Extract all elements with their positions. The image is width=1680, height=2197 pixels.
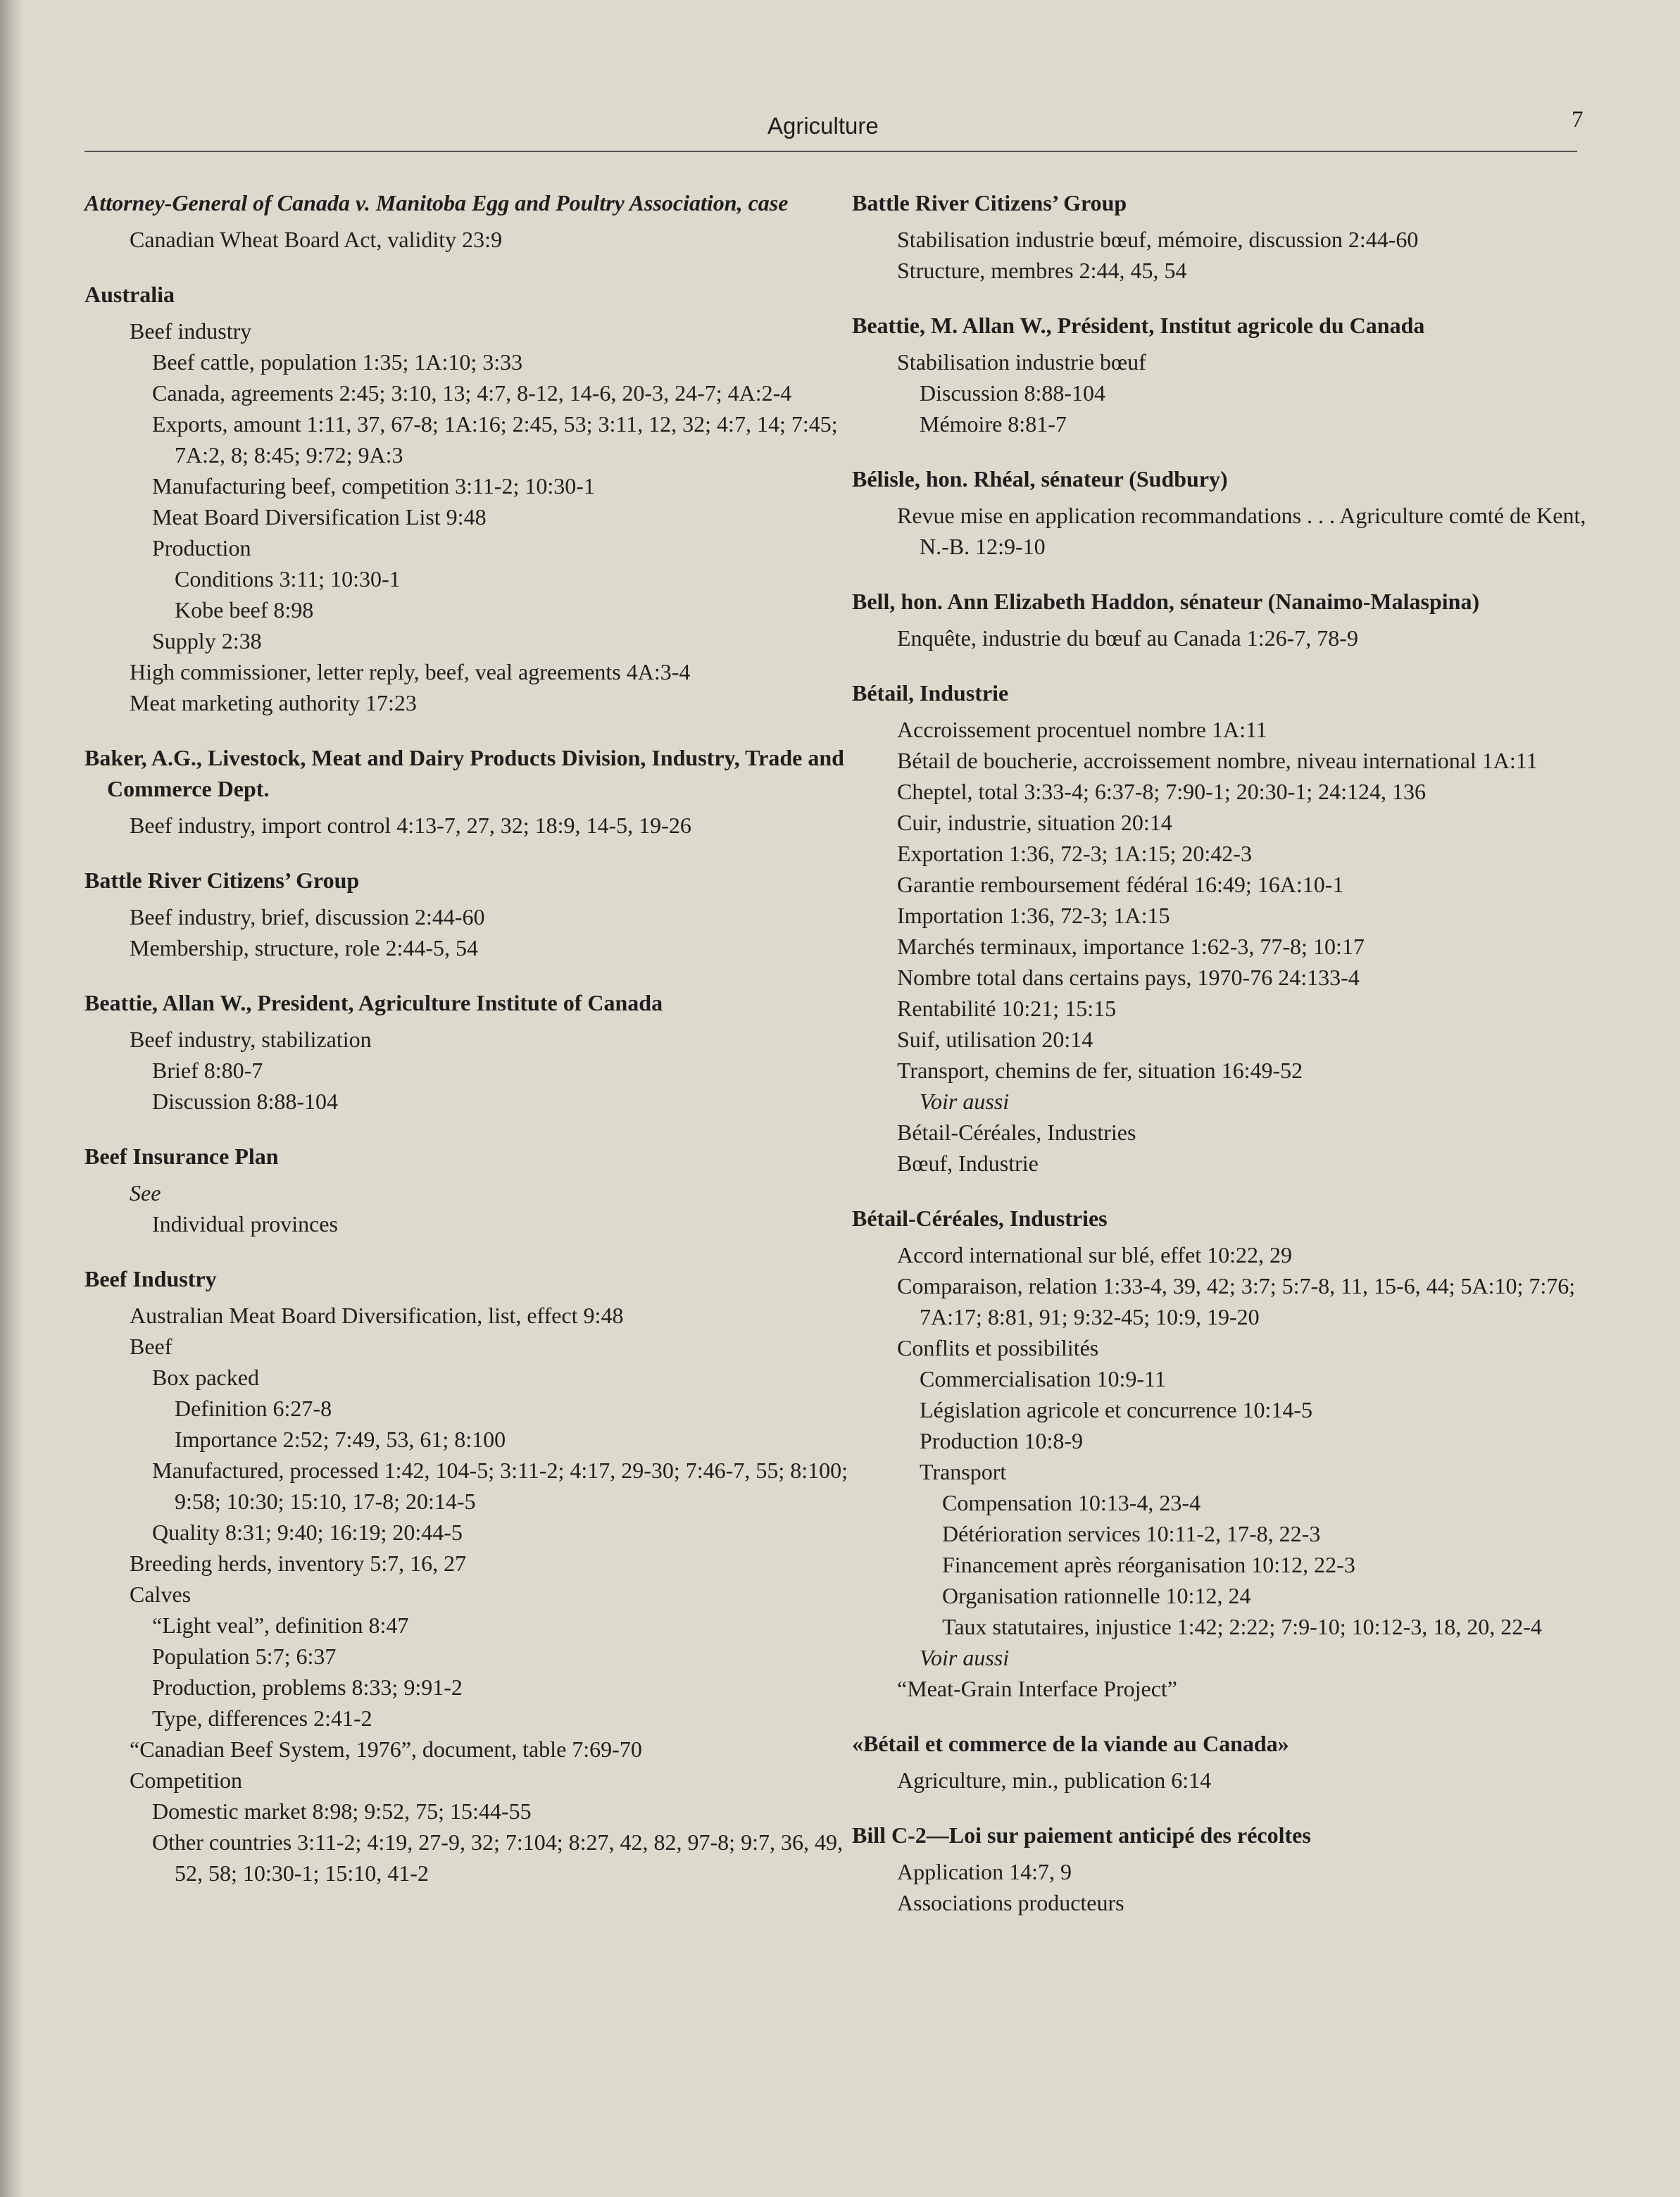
running-header-title: Agriculture [767,113,879,139]
index-entry [84,1141,852,1239]
subentry: Box packed [152,1365,259,1390]
subentry: Agriculture, min., publication 6:14 [897,1767,1212,1793]
subentry: Beef industry, stabilization [130,1027,372,1052]
subentry: Production [152,535,251,561]
subentry: Supply 2:38 [152,628,262,653]
index-entry [852,586,1612,653]
subentry: Meat Board Diversification List 9:48 [152,504,487,530]
subentry: Canadian Wheat Board Act, validity 23:9 [130,227,503,252]
index-entry [852,1820,1612,1918]
subentry: Bétail-Céréales, Industries [897,1120,1136,1145]
subentry: Australian Meat Board Diversification, list, effect 9:48 [130,1303,624,1328]
subentry: Exportation 1:36, 72-3; 1A:15; 20:42-3 [897,841,1252,866]
cross-reference-label: Voir aussi [920,1089,1010,1114]
subentry: Quality 8:31; 9:40; 16:19; 20:44-5 [152,1520,463,1545]
subentry: Comparaison, relation 1:33-4, 39, 42; 3:7; 5:7-8, 11, 15-6, 44; 5A:10; 7:76; 7A:17; 8:81, 91; 9:32-45; 10:9, 19-20 [897,1273,1576,1329]
page-number: 7 [1572,107,1584,132]
subentry: Other countries 3:11-2; 4:19, 27-9, 32; 7:104; 8:27, 42, 82, 97-8; 9:7, 36, 49, 52, 58; 10:30-1; 15:10, 41-2 [152,1829,843,1886]
binding-shadow [0,0,24,2197]
subentry: Transport, chemins de fer, situation 16:49-52 [897,1058,1303,1083]
subentry: Discussion 8:88-104 [152,1089,338,1114]
index-entry [852,677,1612,1179]
entry-heading: Beef Industry [84,1266,217,1291]
subentry: Manufactured, processed 1:42, 104-5; 3:11-2; 4:17, 29-30; 7:46-7, 55; 8:100; 9:58; 10:30; 15:10, 17-8; 20:14-5 [152,1458,848,1514]
entry-heading: Beattie, M. Allan W., Président, Institut agricole du Canada [852,313,1425,338]
subentry: Détérioration services 10:11-2, 17-8, 22-3 [942,1521,1321,1546]
entry-heading: Baker, A.G., Livestock, Meat and Dairy Products Division, Industry, Trade and Commerce Dept. [84,745,844,801]
subentry: Garantie remboursement fédéral 16:49; 16A:10-1 [897,872,1344,897]
left-column [84,187,852,1913]
subentry: Discussion 8:88-104 [920,380,1105,406]
subentry: Bœuf, Industrie [897,1151,1039,1176]
index-entry [852,310,1612,439]
subentry: Importation 1:36, 72-3; 1A:15 [897,903,1170,928]
subentry: Marchés terminaux, importance 1:62-3, 77-8; 10:17 [897,934,1365,959]
subentry: High commissioner, letter reply, beef, veal agreements 4A:3-4 [130,659,691,684]
subentry: Commercialisation 10:9-11 [920,1366,1166,1391]
index-entry [852,1728,1612,1796]
subentry: Taux statutaires, injustice 1:42; 2:22; 7:9-10; 10:12-3, 18, 20, 22-4 [942,1614,1542,1639]
header-rule [84,151,1577,152]
index-entry [84,987,852,1117]
index-entry [84,865,852,963]
index-entry [84,742,852,841]
subentry: Population 5:7; 6:37 [152,1644,337,1669]
index-entry [852,1203,1612,1704]
subentry: Conditions 3:11; 10:30-1 [175,566,401,592]
entry-heading: «Bétail et commerce de la viande au Canada» [852,1731,1289,1756]
subentry: Importance 2:52; 7:49, 53, 61; 8:100 [175,1427,506,1452]
subentry: Domestic market 8:98; 9:52, 75; 15:44-55 [152,1798,532,1824]
subentry: Production 10:8-9 [920,1428,1083,1453]
subentry: Nombre total dans certains pays, 1970-76 24:133-4 [897,965,1360,990]
subentry: Manufacturing beef, competition 3:11-2; 10:30-1 [152,473,595,499]
subentry: Type, differences 2:41-2 [152,1705,372,1731]
subentry: “Light veal”, definition 8:47 [152,1613,409,1638]
subentry: Associations producteurs [897,1890,1124,1915]
index-entry [852,187,1612,286]
subentry: Canada, agreements 2:45; 3:10, 13; 4:7, 8-12, 14-6, 20-3, 24-7; 4A:2-4 [152,380,792,406]
subentry: Brief 8:80-7 [152,1058,263,1083]
subentry: Beef industry, import control 4:13-7, 27, 32; 18:9, 14-5, 19-26 [130,813,691,838]
entry-heading: Australia [84,282,175,307]
subentry: Suif, utilisation 20:14 [897,1027,1093,1052]
entry-heading: Bélisle, hon. Rhéal, sénateur (Sudbury) [852,466,1228,492]
subentry: Enquête, industrie du bœuf au Canada 1:26-7, 78-9 [897,625,1358,651]
entry-heading: Bétail-Céréales, Industries [852,1206,1108,1231]
subentry: “Meat-Grain Interface Project” [897,1676,1177,1701]
cross-reference-label: See [130,1180,161,1206]
subentry: Application 14:7, 9 [897,1859,1072,1884]
subentry: Organisation rationnelle 10:12, 24 [942,1583,1251,1608]
subentry: Cuir, industrie, situation 20:14 [897,810,1172,835]
subentry: Rentabilité 10:21; 15:15 [897,996,1117,1021]
subentry: Beef cattle, population 1:35; 1A:10; 3:33 [152,349,523,375]
subentry: Production, problems 8:33; 9:91-2 [152,1675,463,1700]
subentry: Individual provinces [152,1211,338,1237]
subentry: Accroissement procentuel nombre 1A:11 [897,717,1267,742]
entry-heading: Bétail, Industrie [852,680,1009,706]
index-entry [84,1263,852,1889]
subentry: Breeding herds, inventory 5:7, 16, 27 [130,1551,467,1576]
subentry: Revue mise en application recommandations . . . Agriculture comté de Kent, N.-B. 12:9-10 [897,503,1586,559]
subentry: Compensation 10:13-4, 23-4 [942,1490,1201,1515]
index-entry [84,187,852,255]
subentry: Membership, structure, role 2:44-5, 54 [130,935,478,960]
right-column [852,187,1612,1942]
subentry: Calves [130,1582,192,1607]
entry-heading: Battle River Citizens’ Group [852,190,1127,215]
subentry: Stabilisation industrie bœuf [897,349,1146,375]
subentry: Stabilisation industrie bœuf, mémoire, discussion 2:44-60 [897,227,1419,252]
subentry: Definition 6:27-8 [175,1396,332,1421]
subentry: Beef industry, brief, discussion 2:44-60 [130,904,485,930]
index-entry [852,463,1612,562]
subentry: Structure, membres 2:44, 45, 54 [897,258,1187,283]
index-entry [84,279,852,718]
entry-heading: Beattie, Allan W., President, Agriculture Institute of Canada [84,990,663,1015]
subentry: Beef [130,1334,173,1359]
subentry: Meat marketing authority 17:23 [130,690,417,715]
subentry: Mémoire 8:81-7 [920,411,1067,437]
subentry: Exports, amount 1:11, 37, 67-8; 1A:16; 2:45, 53; 3:11, 12, 32; 4:7, 14; 7:45; 7A:2, 8; 8:45; 9:72; 9A:3 [152,411,838,468]
subentry: Financement après réorganisation 10:12, 22-3 [942,1552,1355,1577]
subentry: Competition [130,1767,242,1793]
subentry: Accord international sur blé, effet 10:22, 29 [897,1242,1293,1268]
subentry: Beef industry [130,318,252,344]
subentry: Bétail de boucherie, accroissement nombre, niveau international 1A:11 [897,748,1538,773]
entry-heading: Beef Insurance Plan [84,1144,279,1169]
subentry: Transport [920,1459,1007,1484]
subentry: “Canadian Beef System, 1976”, document, table 7:69-70 [130,1736,642,1762]
entry-heading: Bell, hon. Ann Elizabeth Haddon, sénateur (Nanaimo-Malaspina) [852,589,1480,614]
subentry: Kobe beef 8:98 [175,597,314,622]
cross-reference-label: Voir aussi [920,1645,1010,1670]
subentry: Conflits et possibilités [897,1335,1099,1360]
subentry: Législation agricole et concurrence 10:14-5 [920,1397,1312,1422]
entry-heading: Bill C-2—Loi sur paiement anticipé des récoltes [852,1822,1311,1848]
entry-heading: Battle River Citizens’ Group [84,868,360,893]
entry-heading: Attorney-General of Canada v. Manitoba Egg and Poultry Association, case [84,190,789,215]
subentry: Cheptel, total 3:33-4; 6:37-8; 7:90-1; 20:30-1; 24:124, 136 [897,779,1427,804]
